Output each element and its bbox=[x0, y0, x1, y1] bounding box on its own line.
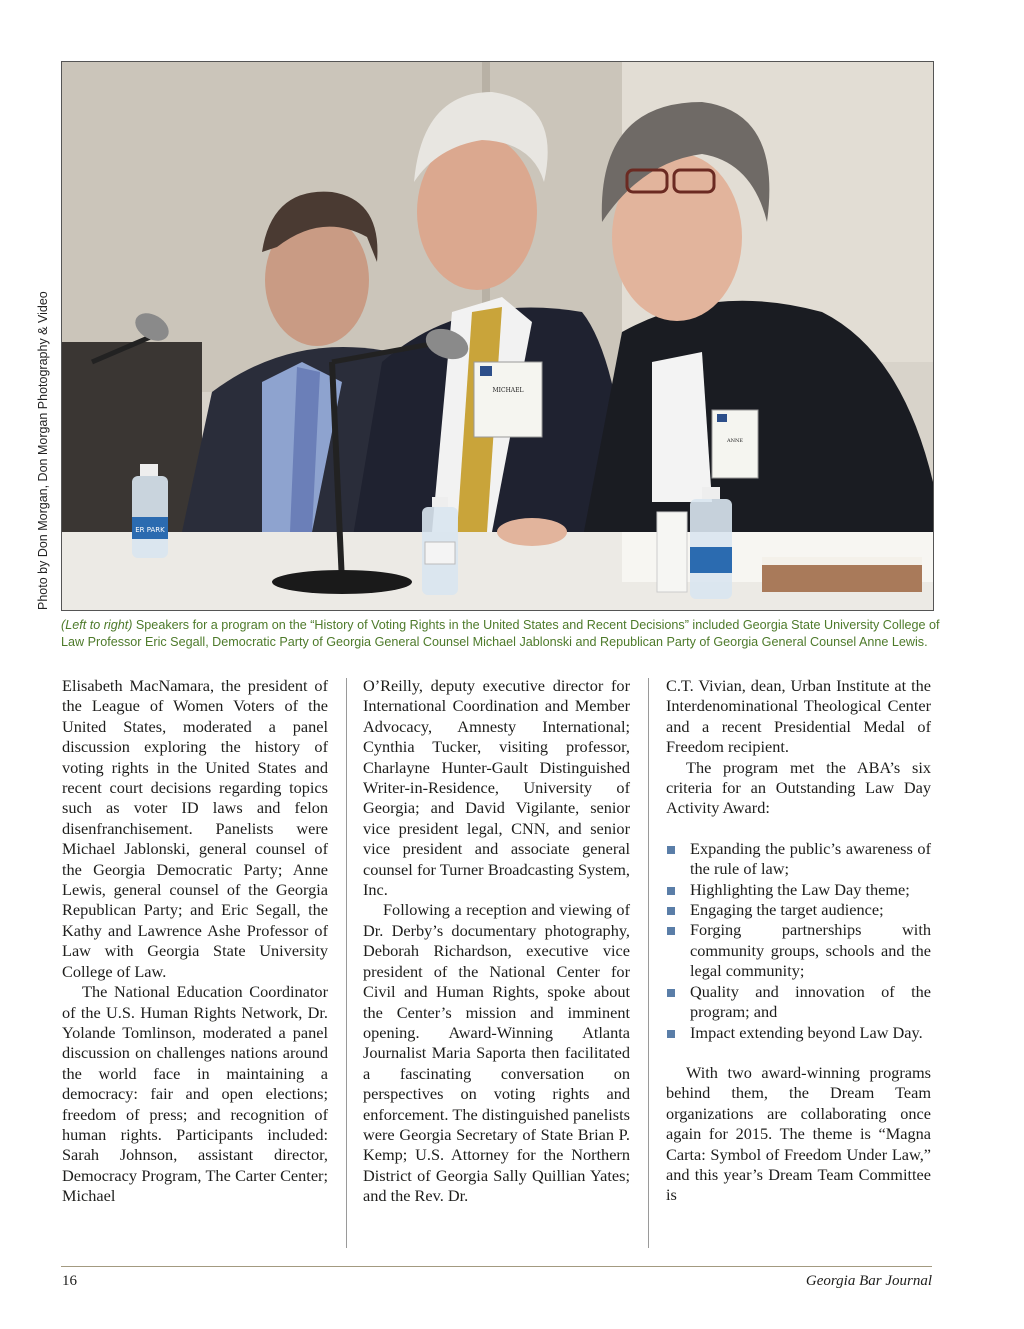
photo-caption bbox=[61, 617, 941, 650]
svg-text:ER PARK: ER PARK bbox=[135, 526, 165, 534]
column-2-paragraph-2: Following a reception and viewing of Dr. Derby’s documentary photography, Deborah Richardson, executive vice president of the National Center for Civil and Human Rights, spoke about the Center’s mission and imminent opening. Award-Winning Atlanta Journalist Maria Saporta then facilitated a fascinating conversation on perspectives on voting rights and enforcement. The distinguished panelists were Georgia Secretary of State Brian P. Kemp; U.S. Attorney for the Northern District of Georgia Sally Quillian Yates; and the Rev. Dr. bbox=[363, 900, 630, 1206]
article-column-3 bbox=[666, 676, 931, 1206]
bullet-square-icon bbox=[667, 1030, 675, 1038]
badge-anne-text: ANNE bbox=[726, 438, 744, 444]
footer-rule bbox=[61, 1266, 932, 1267]
column-3-paragraph-1: C.T. Vivian, dean, Urban Institute at the Interdenominational Theological Center and a recent Presidential Medal of Freedom recipient. bbox=[666, 676, 931, 757]
column-3-paragraph-2: The program met the ABA’s six criteria for an Outstanding Law Day Activity Award: bbox=[666, 757, 931, 818]
bullet-square-icon bbox=[667, 846, 675, 854]
article-column-2 bbox=[363, 676, 630, 1207]
column-divider-1 bbox=[346, 678, 347, 1248]
badge-michael-text: MICHAEL bbox=[492, 387, 524, 394]
list-item: Highlighting the Law Day theme; bbox=[666, 880, 931, 900]
panel-photo bbox=[61, 61, 934, 611]
bullet-square-icon bbox=[667, 907, 675, 915]
water-bottle-center-icon bbox=[422, 497, 458, 595]
column-divider-2 bbox=[648, 678, 649, 1248]
criteria-list bbox=[666, 839, 931, 1043]
bullet-square-icon bbox=[667, 887, 675, 895]
article-column-1 bbox=[62, 676, 328, 1207]
journal-name: Georgia Bar Journal bbox=[805, 1273, 932, 1289]
caption-text: Speakers for a program on the “History of Voting Rights in the United States and Recent Decisions” included Georgia State University College of Law Professor Eric Segall, Democratic Party of Georgia General Counsel Michael Jablonski and Republican Party of Georgia General Counsel Anne Lewis. bbox=[61, 618, 940, 649]
bullet-square-icon bbox=[667, 989, 675, 997]
column-3-paragraph-3: With two award-winning programs behind them, the Dream Team organizations are collaborating once again for 2015. The theme is “Magna Carta: Symbol of Freedom Under Law,” and this year’s Dream Team Committee is bbox=[666, 1062, 931, 1205]
list-item: Impact extending beyond Law Day. bbox=[666, 1023, 931, 1043]
list-item: Expanding the public’s awareness of the rule of law; bbox=[666, 839, 931, 880]
panel-photo-illustration bbox=[62, 62, 933, 610]
column-2-paragraph-1: O’Reilly, deputy executive director for International Coordination and Member Advocacy, Amnesty International; Cynthia Tucker, visiting professor, Charlayne Hunter-Gault Distinguished Writer-in-Residence, University of Georgia; and David Vigilante, senior vice president legal, CNN, and senior vice president and associate general counsel for Turner Broadcasting System, Inc. bbox=[363, 676, 630, 900]
column-1-paragraph-2: The National Education Coordinator of the U.S. Human Rights Network, Dr. Yolande Tomlinson, moderated a panel discussion on challenges nations around the world face in maintaining a democracy: fair and open elections; freedom of press; and recognition of human rights. Participants included: Sarah Johnson, assistant director, Democracy Program, The Carter Center; Michael bbox=[62, 982, 328, 1206]
list-item: Engaging the target audience; bbox=[666, 900, 931, 920]
photo-credit: Photo by Don Morgan, Don Morgan Photography & Video bbox=[36, 291, 50, 610]
caption-lead: (Left to right) bbox=[61, 618, 133, 632]
bullet-square-icon bbox=[667, 927, 675, 935]
page-number: 16 bbox=[62, 1273, 77, 1289]
water-bottle-left-icon bbox=[132, 464, 168, 558]
list-item: Quality and innovation of the program; and bbox=[666, 982, 931, 1023]
column-1-paragraph-1: Elisabeth MacNamara, the president of the League of Women Voters of the United States, moderated a panel discussion exploring the history of voting rights in the United States and recent court decisions regarding topics such as voter ID laws and felon disenfranchisement. Panelists were Michael Jablonski, general counsel of the Georgia Democratic Party; Anne Lewis, general counsel of the Georgia Republican Party; and Eric Segall, the Kathy and Lawrence Ashe Professor of Law with Georgia State University College of Law. bbox=[62, 676, 328, 981]
list-item: Forging partnerships with community groups, schools and the legal community; bbox=[666, 920, 931, 981]
